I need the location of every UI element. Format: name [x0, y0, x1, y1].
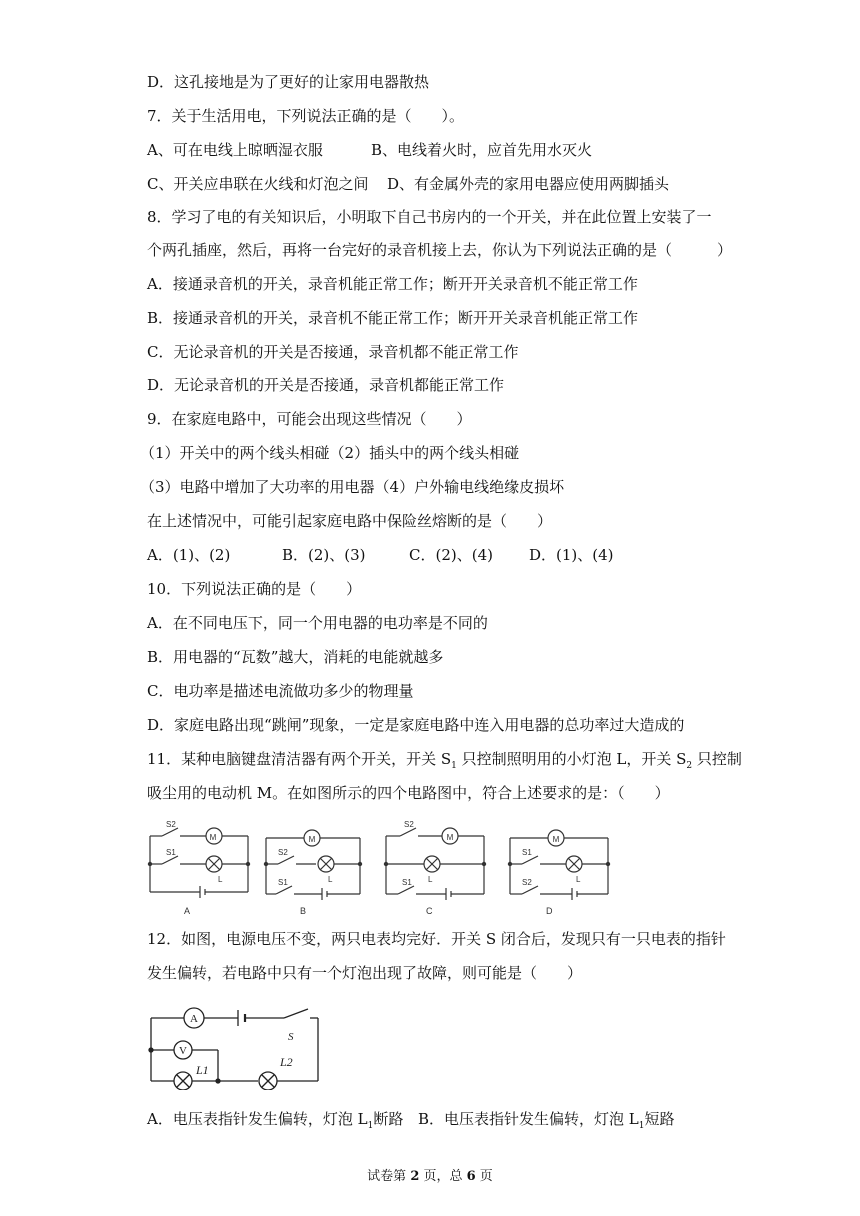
- q12-option-a: [147, 1109, 403, 1136]
- q12-b-sub: 1: [638, 1121, 645, 1131]
- lamp1-label: L1: [196, 1063, 209, 1077]
- q11-text-part: 只控制: [692, 750, 742, 768]
- q9-question: 在上述情况中，可能引起家庭电路中保险丝熔断的是（ ）: [147, 512, 553, 530]
- q12-circuit-figure: [148, 1004, 323, 1090]
- q9-case-1-2: （1）开关中的两个线头相碰（2）插头中的两个线头相碰: [140, 444, 520, 462]
- q9-case-3-4: （3）电路中增加了大功率的用电器（4）户外输电线绝缘皮损坏: [140, 478, 565, 496]
- q10-option-c: C．电功率是描述电流做功多少的物理量: [147, 682, 414, 700]
- q10-option-b: B．用电器的“瓦数”越大，消耗的电能就越多: [147, 648, 444, 666]
- q9-option-d: D．(1)、(4): [529, 546, 614, 564]
- q12-a-sub: 1: [367, 1121, 374, 1131]
- switch-label: S: [288, 1031, 294, 1043]
- q11-sub-2: 2: [686, 761, 693, 771]
- lamp2-label: L2: [280, 1055, 293, 1069]
- q8-option-c: C．无论录音机的开关是否接通，录音机都不能正常工作: [147, 343, 519, 361]
- q7-option-d: D、有金属外壳的家用电器应使用两脚插头: [387, 175, 670, 193]
- q11-text-part: 11．某种电脑键盘清洁器有两个开关，开关 S: [147, 750, 452, 768]
- q6-option-d: D．这孔接地是为了更好的让家用电器散热: [147, 73, 430, 91]
- q7-option-b: B、电线着火时，应首先用水灭火: [371, 141, 593, 159]
- voltmeter-label: V: [179, 1045, 187, 1057]
- q12-b-text: B．电压表指针发生偏转，灯泡 L: [418, 1110, 639, 1128]
- fig-label: L: [218, 875, 223, 884]
- fig-label: S1: [522, 848, 532, 857]
- q7-option-a: A、可在电线上晾晒湿衣服: [147, 141, 323, 159]
- q10-option-a: A．在不同电压下，同一个用电器的电功率是不同的: [147, 614, 488, 632]
- q8-stem-line2: 个两孔插座，然后，再将一台完好的录音机接上去，你认为下列说法正确的是（ ）: [147, 241, 733, 259]
- q8-option-a: A．接通录音机的开关，录音机能正常工作；断开开关录音机不能正常工作: [147, 275, 638, 293]
- page-footer: [0, 1165, 860, 1184]
- fig-label: C: [426, 906, 433, 916]
- q12-stem-line1: 12．如图，电源电压不变，两只电表均完好．开关 S 闭合后，发现只有一只电表的指针: [147, 930, 726, 948]
- fig-label: M: [552, 835, 560, 844]
- fig-label: M: [446, 833, 454, 842]
- q8-stem-line1: 8．学习了电的有关知识后，小明取下自己书房内的一个开关，并在此位置上安装了一: [147, 208, 712, 226]
- q10-stem: 10．下列说法正确的是（ ）: [147, 580, 362, 598]
- q11-text-part: 只控制照明用的小灯泡 L，开关 S: [456, 750, 687, 768]
- circuit-a: [148, 828, 249, 898]
- fig-label: S2: [278, 848, 288, 857]
- footer-text: 页，总: [419, 1169, 467, 1184]
- q8-option-b: B．接通录音机的开关，录音机不能正常工作；断开开关录音机能正常工作: [147, 309, 639, 327]
- q9-option-a: A．(1)、(2): [147, 546, 231, 564]
- circuit-c: [384, 828, 485, 900]
- q9-option-b: B．(2)、(3): [282, 546, 366, 564]
- footer-total-pages: 6: [466, 1169, 476, 1184]
- fig-label: D: [546, 906, 553, 916]
- fig-label: L: [328, 875, 333, 884]
- fig-label: L: [428, 875, 433, 884]
- q12-option-b: [418, 1109, 675, 1136]
- q10-option-d: D．家庭电路出现“跳闸”现象，一定是家庭电路中连入用电器的总功率过大造成的: [147, 716, 685, 734]
- footer-text: 页: [475, 1169, 493, 1184]
- q11-stem-line1: [147, 749, 742, 776]
- footer-text: 试卷第: [367, 1169, 411, 1184]
- q12-a-text: 断路: [373, 1110, 404, 1128]
- q9-stem: 9．在家庭电路中，可能会出现这些情况（ ）: [147, 410, 472, 428]
- fig-label: L: [576, 875, 581, 884]
- fig-label: S1: [402, 878, 412, 887]
- fig-label: M: [308, 835, 316, 844]
- q12-stem-line2: 发生偏转，若电路中只有一个灯泡出现了故障，则可能是（ ）: [147, 964, 583, 982]
- q9-option-c: C．(2)、(4): [409, 546, 493, 564]
- fig-label: M: [209, 833, 217, 842]
- fig-label: A: [184, 906, 191, 916]
- fig-label: S1: [278, 878, 288, 887]
- q7-option-c: C、开关应串联在火线和灯泡之间: [147, 175, 369, 193]
- q12-a-text: A．电压表指针发生偏转，灯泡 L: [147, 1110, 368, 1128]
- fig-label: S2: [404, 820, 414, 829]
- q11-circuit-figures: [142, 814, 622, 918]
- fig-label: S2: [522, 878, 532, 887]
- fig-label: S2: [166, 820, 176, 829]
- q12-b-text: 短路: [644, 1110, 675, 1128]
- q8-option-d: D．无论录音机的开关是否接通，录音机都能正常工作: [147, 376, 505, 394]
- fig-label: B: [300, 906, 307, 916]
- ammeter-label: A: [190, 1013, 198, 1025]
- q7-stem: 7．关于生活用电，下列说法正确的是（ ）。: [147, 107, 465, 125]
- footer-page-number: 2: [410, 1169, 420, 1184]
- q11-stem-line2: 吸尘用的电动机 M。在如图所示的四个电路图中，符合上述要求的是：（ ）: [147, 784, 670, 802]
- fig-label: S1: [166, 848, 176, 857]
- q11-sub-1: 1: [451, 761, 457, 771]
